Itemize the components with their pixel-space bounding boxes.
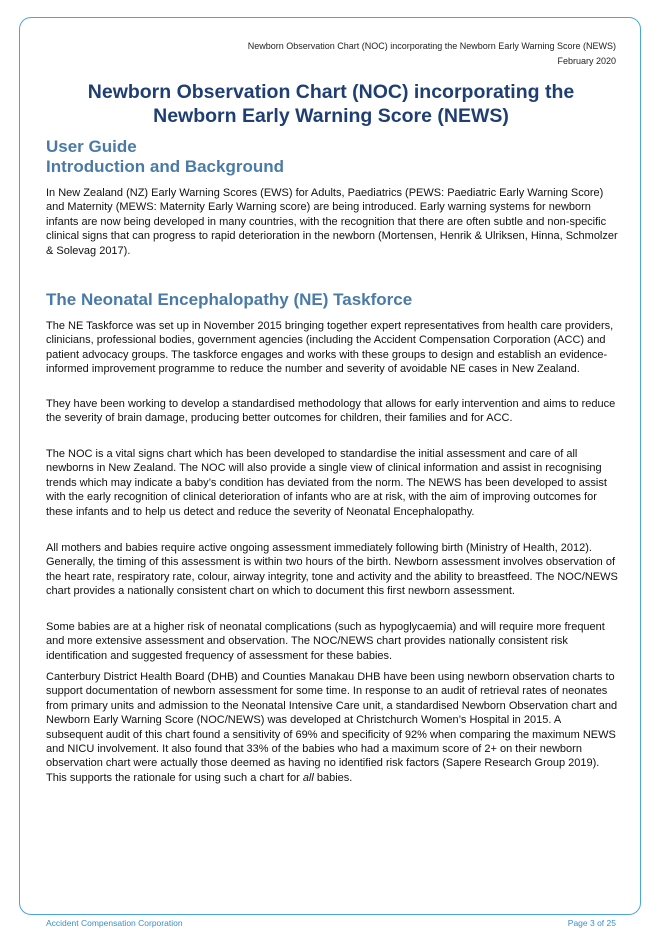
heading-taskforce: The Neonatal Encephalopathy (NE) Taskforce xyxy=(46,290,413,309)
paragraph-dhb xyxy=(46,670,618,785)
heading-introduction: Introduction and Background xyxy=(46,157,284,176)
paragraph-intro: In New Zealand (NZ) Early Warning Scores (EWS) for Adults, Paediatrics (PEWS: Paediatric Early Warning Score) and Maternity (MEWS: Maternity Early Warning score) are being introduced. Early warning systems for newborn infants are now being developed in many countries, with the recognition that there are often subtle and non-specific clinical signs that can progress to rapid deterioration in the newborn (Mortensen, Henrik & Ulriksen, Hinna, Schmolzer & Solevag 2017). xyxy=(46,187,618,257)
paragraph-dhb-end: babies. xyxy=(313,771,353,784)
paragraph-risk: Some babies are at a higher risk of neonatal complications (such as hypoglycaemia) and will require more frequent and more extensive assessment and observation. The NOC/NEWS chart provides nationally consistent risk identification and suggested frequency of assessment for these babies. xyxy=(46,621,605,662)
running-header-date: February 2020 xyxy=(557,56,616,66)
paragraph-methodology: They have been working to develop a standardised methodology that allows for early intervention and aims to reduce the severity of brain damage, producing better outcomes for children, their families and for ACC. xyxy=(46,398,616,425)
footer-organisation: Accident Compensation Corporation xyxy=(46,918,183,928)
document-title-line-2: Newborn Early Warning Score (NEWS) xyxy=(153,105,509,127)
running-header-title: Newborn Observation Chart (NOC) incorporating the Newborn Early Warning Score (NEWS) xyxy=(247,41,616,51)
footer-page-number: Page 3 of 25 xyxy=(567,918,616,928)
paragraph-dhb-emphasis: all xyxy=(302,771,314,784)
paragraph-noc: The NOC is a vital signs chart which has been developed to standardise the initial assessment and care of all newborns in New Zealand. The NOC will also provide a single view of clinical information and assist in recognising trends which may indicate a baby’s condition has deviated from the norm. The NEWS has been developed to assist with the early recognition of clinical deterioration of infants who are at risk, with the aim of improving outcomes for these infants and to help us detect and reduce the severity of Neonatal Encephalopathy. xyxy=(46,448,607,518)
heading-user-guide: User Guide xyxy=(46,137,137,156)
paragraph-assessment: All mothers and babies require active ongoing assessment immediately following birth (Ministry of Health, 2012). Generally, the timing of this assessment is within two hours of the birth. Newborn assessment involves observation of the heart rate, respiratory rate, colour, airway integrity, tone and activity and the ability to breastfeed. The NOC/NEWS chart provides a nationally consistent chart on which to document this first newborn assessment. xyxy=(46,542,618,598)
document-title-line-1: Newborn Observation Chart (NOC) incorporating the xyxy=(87,81,575,103)
paragraph-taskforce-setup: The NE Taskforce was set up in November 2015 bringing together expert representatives from health care providers, clinicians, professional bodies, government agencies (including the Accident Compensation Corporation (ACC) and patient advocacy groups. The taskforce engages and works with these groups to design and establish an evidence-informed improvement programme to reduce the number and severity of avoidable NE cases in New Zealand. xyxy=(46,320,614,376)
document-title xyxy=(46,80,616,128)
paragraph-dhb-text: Canterbury District Health Board (DHB) and Counties Manakau DHB have been using newborn observation charts to support documentation of newborn assessment for some time. In response to an audit of retrieval rates of neonates from primary units and admission to the Neonatal Intensive Care unit, a standardised Newborn Observation chart and Newborn Early Warning Score (NOC/NEWS) was developed at Christchurch Women’s Hospital in 2015. A subsequent audit of this chart found a sensitivity of 69% and specificity of 92% when comparing the maximum NEWS and NICU involvement. It also found that 33% of the babies who had a maximum score of 2+ on their newborn observation chart were actually those deemed as having no identified risk factors (Sapere Research Group 2019). This supports the rationale for using such a chart for xyxy=(46,671,618,784)
